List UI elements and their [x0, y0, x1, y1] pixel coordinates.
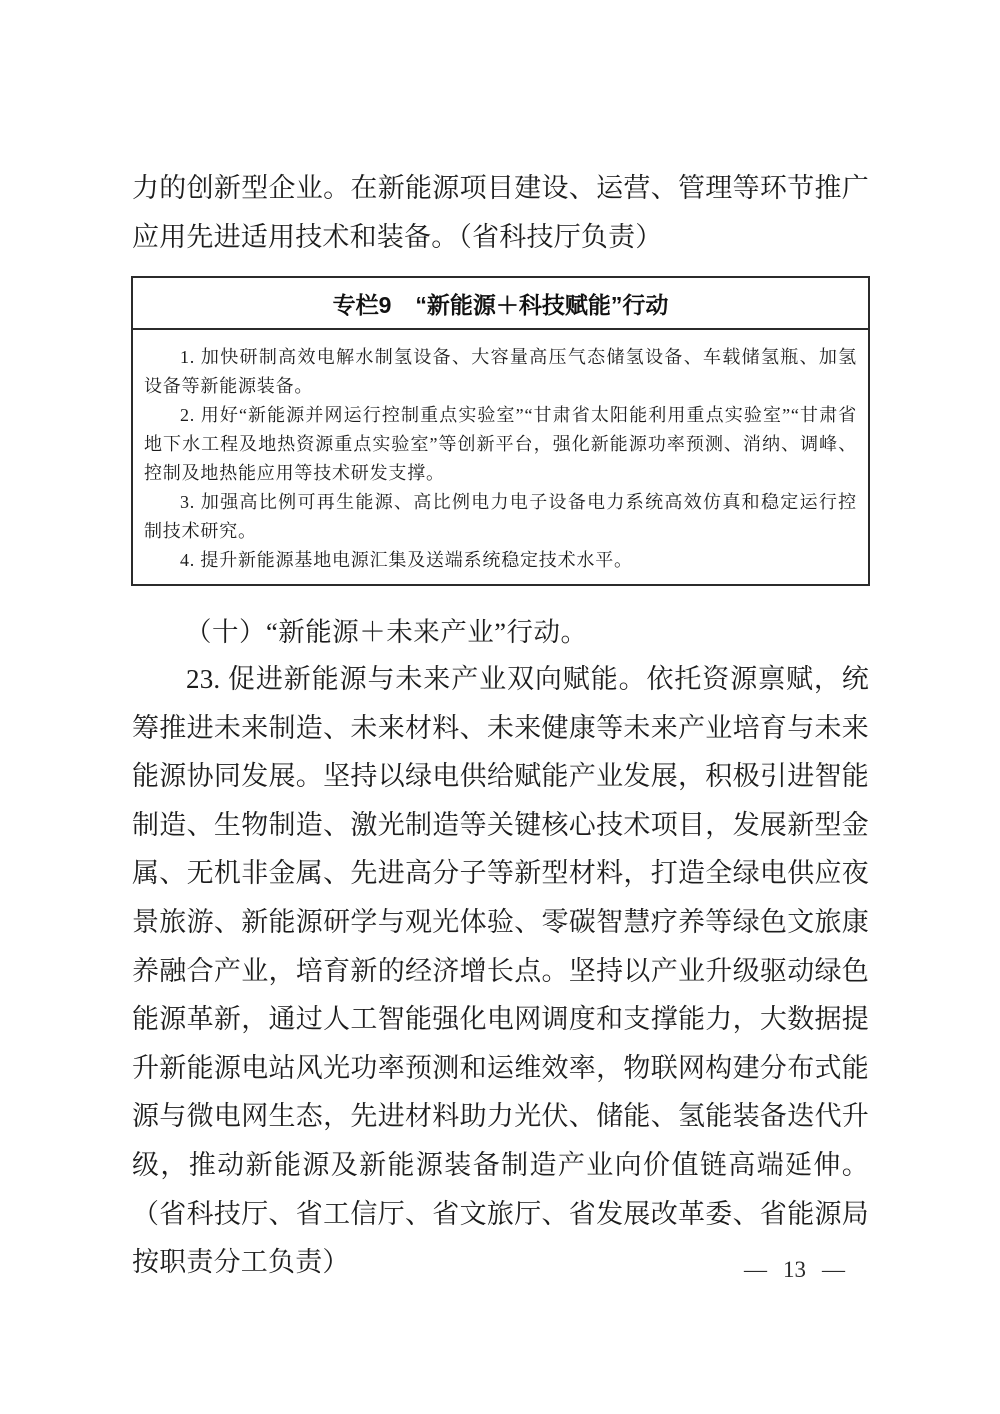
box-title-text: “新能源＋科技赋能”行动 [415, 291, 669, 318]
box-item-2: 2. 用好“新能源并网运行控制重点实验室”“甘肃省太阳能利用重点实验室”“甘肃省地下水工程及地热资源重点实验室”等创新平台，强化新能源功率预测、消纳、调峰、控制及地热能应用等技术研发支撑。 [144, 405, 857, 483]
paragraph-23: 23. 促进新能源与未来产业双向赋能。依托资源禀赋，统筹推进未来制造、未来材料、未来健康等未来产业培育与未来能源协同发展。坚持以绿电供给赋能产业发展，积极引进智能制造、生物制造、激光制造等关键核心技术项目，发展新型金属、无机非金属、先进高分子等新型材料，打造全绿电供应夜景旅游、新能源研学与观光体验、零碳智慧疗养等绿色文旅康养融合产业，培育新的经济增长点。坚持以产业升级驱动绿色能源革新，通过人工智能强化电网调度和支撑能力，大数据提升新能源电站风光功率预测和运维效率，物联网构建分布式能源与微电网生态，先进材料助力光伏、储能、氢能装备迭代升级，推动新能源及新能源装备制造产业向价值链高端延伸。（省科技厅、省工信厅、省文旅厅、省发展改革委、省能源局按职责分工负责） [132, 664, 869, 1278]
column-9-box-title [133, 278, 868, 330]
box-title-label: 专栏9 [332, 291, 392, 318]
footer-dash-right: — [822, 1257, 845, 1282]
box-item-3: 3. 加强高比例可再生能源、高比例电力电子设备电力系统高效仿真和稳定运行控制技术研究。 [144, 492, 857, 541]
intro-paragraph: 力的创新型企业。在新能源项目建设、运营、管理等环节推广应用先进适用技术和装备。（省科技厅负责） [132, 173, 869, 252]
box-item-4: 4. 提升新能源基地电源汇集及送端系统稳定技术水平。 [180, 550, 633, 570]
column-9-box-content [133, 330, 868, 575]
box-item-1: 1. 加快研制高效电解水制氢设备、大容量高压气态储氢设备、车载储氢瓶、加氢设备等新能源装备。 [144, 347, 857, 396]
section-heading-10: （十）“新能源＋未来产业”行动。 [185, 617, 588, 647]
page-number: 13 [783, 1257, 806, 1282]
page-footer [744, 1256, 845, 1284]
column-9-box [131, 276, 870, 586]
footer-dash-left: — [744, 1257, 767, 1282]
